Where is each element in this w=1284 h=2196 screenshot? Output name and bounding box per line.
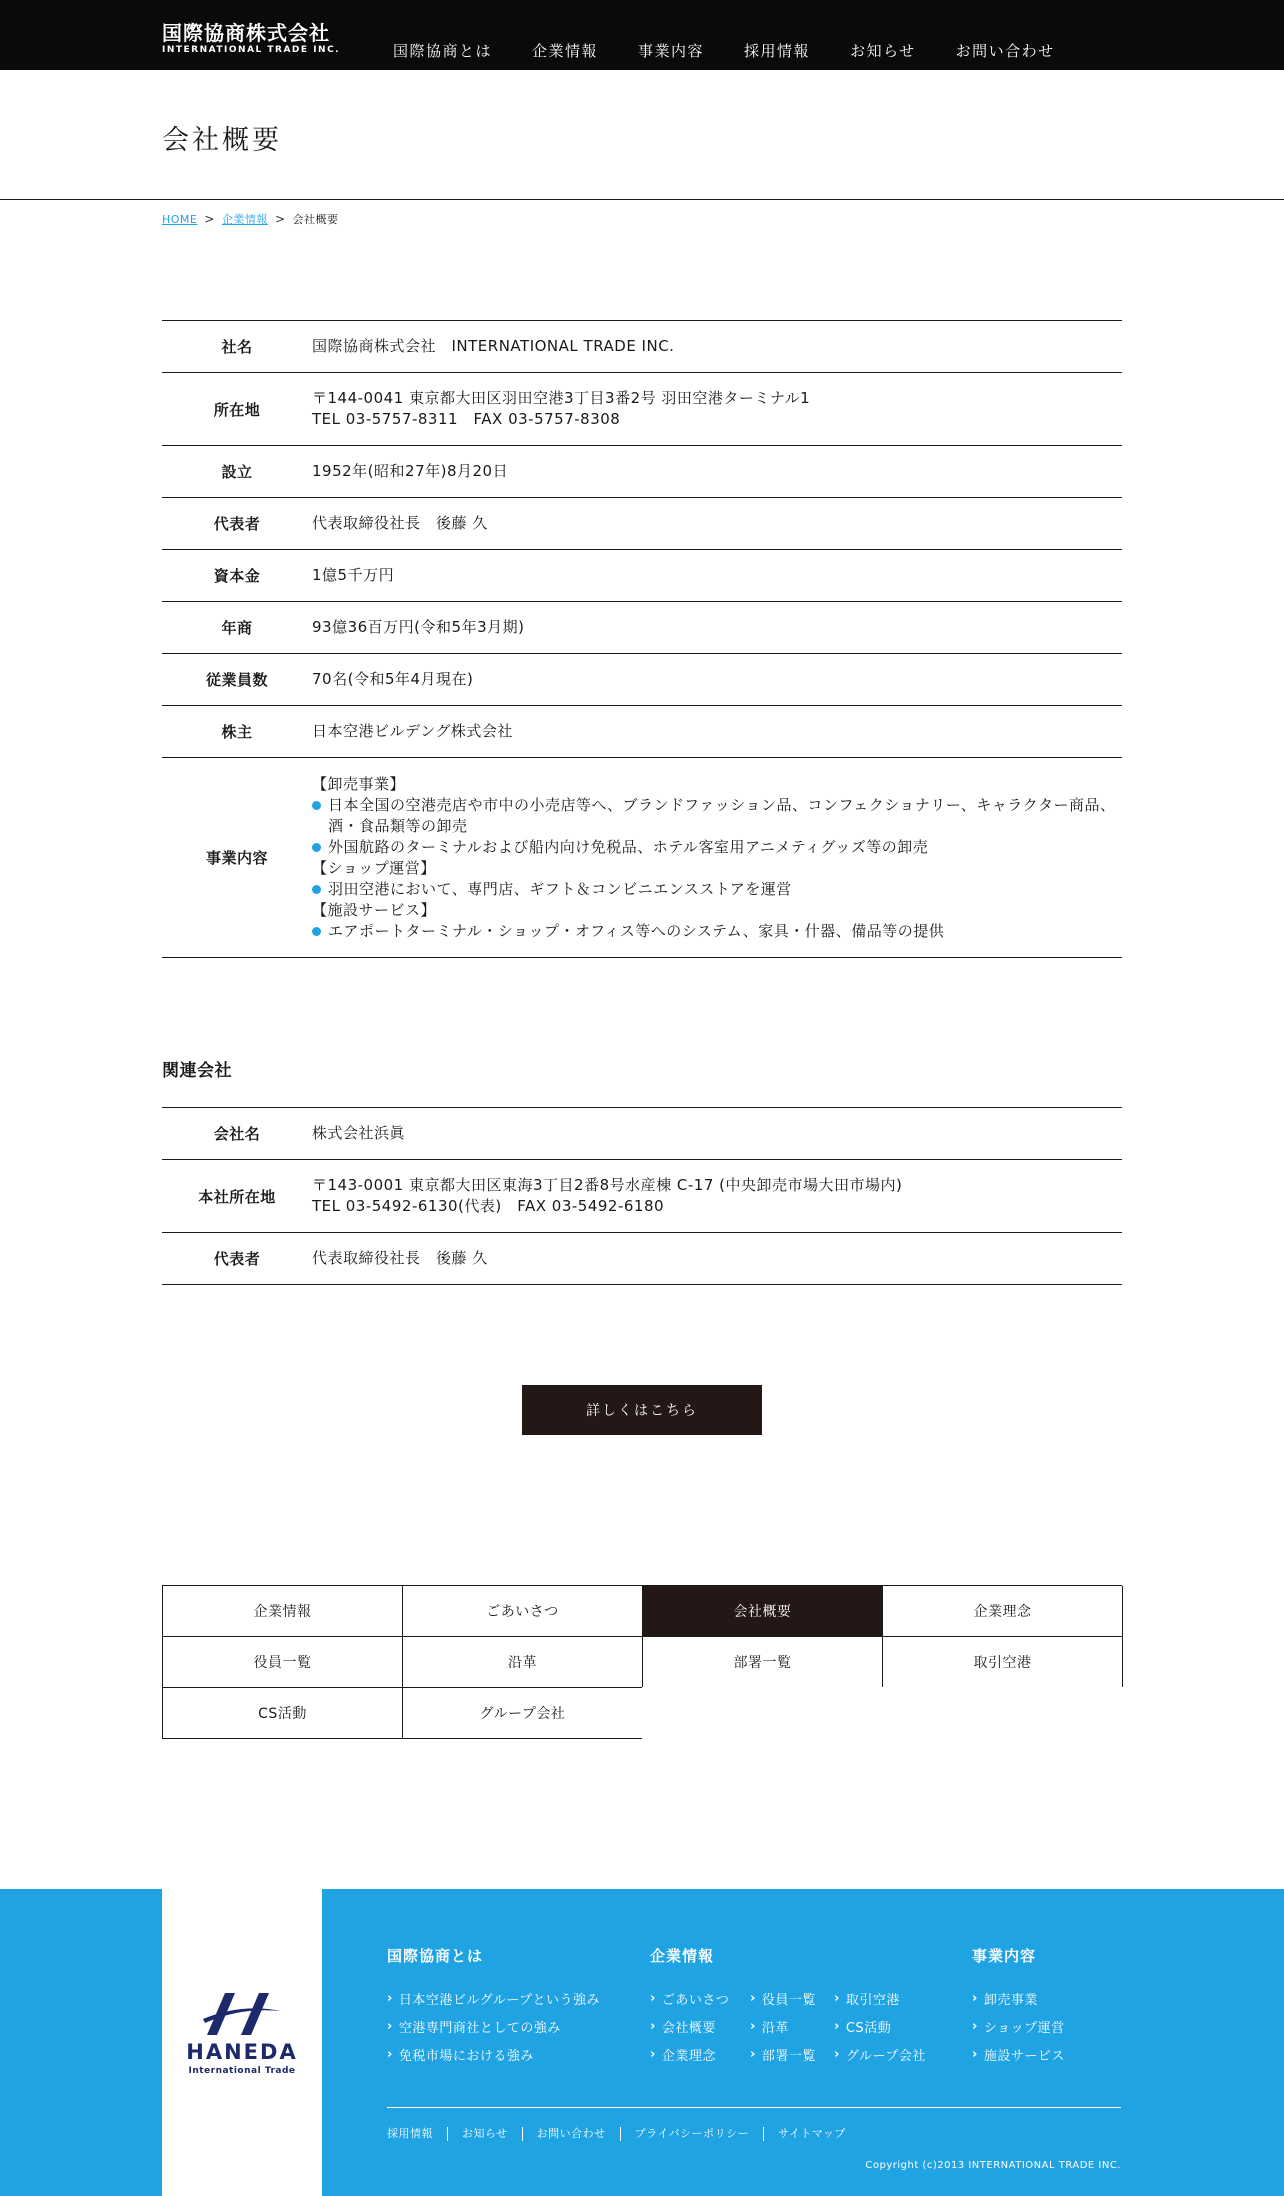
row-value: 代表取締役社長 後藤 久 xyxy=(312,1249,488,1267)
chevron-right-icon: › xyxy=(650,2046,656,2062)
chevron-right-icon: › xyxy=(834,2018,840,2034)
footer-logo[interactable] xyxy=(162,1889,322,2196)
row-label: 代表者 xyxy=(162,498,312,550)
breadcrumb-home[interactable]: HOME xyxy=(162,212,198,226)
chevron-right-icon: › xyxy=(650,1990,656,2006)
chevron-right-icon: › xyxy=(750,2018,756,2034)
bullet-icon xyxy=(312,801,321,810)
row-label: 会社名 xyxy=(162,1108,312,1160)
footer-divider xyxy=(387,2107,1121,2108)
subnav-item[interactable]: グループ会社 xyxy=(403,1688,643,1739)
chevron-right-icon: › xyxy=(972,1990,978,2006)
subnav-item[interactable]: 企業情報 xyxy=(163,1586,403,1637)
site-logo[interactable] xyxy=(162,21,340,55)
row-label: 本社所在地 xyxy=(162,1160,312,1233)
page-title: 会社概要 xyxy=(162,125,282,156)
business-item-text: 羽田空港において、専門店、ギフト＆コンビニエンスストアを運営 xyxy=(328,879,792,898)
nav-about[interactable]: 国際協商とは xyxy=(393,42,493,60)
row-value: TEL 03-5492-6130(代表) FAX 03-5492-6180 xyxy=(312,1197,665,1215)
chevron-right-icon: › xyxy=(650,2018,656,2034)
footer-col-business xyxy=(972,1945,1065,2068)
logo-en: INTERNATIONAL TRADE INC. xyxy=(162,45,341,55)
haneda-logo-icon xyxy=(201,1989,283,2037)
business-item xyxy=(312,795,1122,837)
table-row xyxy=(162,498,1122,550)
row-label: 設立 xyxy=(162,446,312,498)
chevron-right-icon: › xyxy=(387,1990,393,2006)
footer-col-about xyxy=(387,1945,600,2068)
nav-news[interactable]: お知らせ xyxy=(850,42,916,60)
global-nav xyxy=(393,40,1095,61)
business-heading: 【卸売事業】 xyxy=(312,774,406,793)
chevron-right-icon: › xyxy=(972,2046,978,2062)
site-header xyxy=(0,0,1284,70)
table-row xyxy=(162,321,1122,373)
footer-link[interactable]: › ショップ運営 xyxy=(972,2018,1065,2036)
row-value: 〒144-0041 東京都大田区羽田空港3丁目3番2号 羽田空港ターミナル1 xyxy=(312,389,811,407)
footer-bottom-link[interactable]: 採用情報 xyxy=(387,2127,433,2140)
chevron-right-icon: › xyxy=(387,2046,393,2062)
footer-logo-text: HANEDA xyxy=(186,2040,298,2064)
row-value: 株式会社浜眞 xyxy=(312,1124,406,1142)
bullet-icon xyxy=(312,927,321,936)
row-label: 代表者 xyxy=(162,1233,312,1285)
page-title-area xyxy=(0,70,1284,200)
business-item xyxy=(312,921,1122,942)
business-item xyxy=(312,879,1122,900)
footer-link[interactable]: › 役員一覧 xyxy=(750,1990,816,2008)
business-item-text: 日本全国の空港売店や市中の小売店等へ、ブランドファッション品、コンフェクショナリー、キャラクター商品、酒・食品類等の卸売 xyxy=(328,795,1116,835)
breadcrumb-current: 会社概要 xyxy=(292,213,339,226)
more-details-button[interactable]: 詳しくはこちら xyxy=(522,1385,762,1435)
row-label: 社名 xyxy=(162,321,312,373)
footer-link[interactable]: › CS活動 xyxy=(834,2018,892,2036)
table-row xyxy=(162,1108,1122,1160)
breadcrumb-separator: > xyxy=(274,212,286,226)
business-item xyxy=(312,837,1122,858)
related-company-table xyxy=(162,1107,1122,1285)
footer-link[interactable]: › 取引空港 xyxy=(834,1990,900,2008)
chevron-right-icon: › xyxy=(972,2018,978,2034)
row-value: 〒143-0001 東京都大田区東海3丁目2番8号水産棟 C-17 (中央卸売市場大田市場内) xyxy=(312,1176,903,1194)
footer-col-title[interactable]: 国際協商とは xyxy=(387,1947,484,1965)
footer-link[interactable]: › 施設サービス xyxy=(972,2046,1065,2064)
row-label: 所在地 xyxy=(162,373,312,446)
row-label: 株主 xyxy=(162,706,312,758)
subnav-item[interactable]: 企業理念 xyxy=(883,1586,1123,1637)
chevron-right-icon: › xyxy=(750,1990,756,2006)
footer-col-company xyxy=(650,1945,934,2068)
table-row xyxy=(162,550,1122,602)
breadcrumb-separator: > xyxy=(204,212,215,226)
row-value: 70名(令和5年4月現在) xyxy=(312,670,474,688)
row-label: 事業内容 xyxy=(162,758,312,958)
footer-col-title[interactable]: 事業内容 xyxy=(972,1947,1037,1965)
row-label: 資本金 xyxy=(162,550,312,602)
subnav-empty-area xyxy=(642,1687,1123,1739)
subnav-item[interactable]: 沿革 xyxy=(403,1637,643,1688)
row-value: 1952年(昭和27年)8月20日 xyxy=(312,462,509,480)
business-heading: 【施設サービス】 xyxy=(312,900,437,919)
chevron-right-icon: › xyxy=(387,2018,393,2034)
nav-contact[interactable]: お問い合わせ xyxy=(955,42,1055,60)
footer-link[interactable]: › グループ会社 xyxy=(834,2046,926,2064)
row-label: 従業員数 xyxy=(162,654,312,706)
company-info-table xyxy=(162,320,1122,958)
footer-col-title[interactable]: 企業情報 xyxy=(650,1947,715,1965)
bullet-icon xyxy=(312,843,321,852)
footer-link[interactable]: › 部署一覧 xyxy=(750,2046,816,2064)
business-heading: 【ショップ運営】 xyxy=(312,858,436,877)
footer-link[interactable]: › ごあいさつ xyxy=(650,1990,730,2008)
row-value: TEL 03-5757-8311 FAX 03-5757-8308 xyxy=(312,410,621,428)
breadcrumb xyxy=(162,200,1122,230)
subnav-item[interactable]: 部署一覧 xyxy=(643,1637,883,1688)
table-row xyxy=(162,1233,1122,1285)
breadcrumb-parent[interactable]: 企業情報 xyxy=(221,213,268,226)
table-row xyxy=(162,1160,1122,1233)
footer-link[interactable]: › 会社概要 xyxy=(650,2018,716,2036)
logo-ja: 国際協商株式会社 xyxy=(162,21,330,45)
table-row xyxy=(162,654,1122,706)
nav-recruit[interactable]: 採用情報 xyxy=(744,42,811,60)
footer-logo-sub: International Trade xyxy=(188,2066,296,2076)
footer-link[interactable]: › 卸売事業 xyxy=(972,1990,1038,2008)
subnav-item[interactable]: CS活動 xyxy=(163,1688,403,1739)
table-row xyxy=(162,706,1122,758)
subnav-item-active[interactable]: 会社概要 xyxy=(643,1586,883,1637)
footer-link[interactable]: › 日本空港ビルグループという強み xyxy=(387,1990,601,2008)
row-label: 年商 xyxy=(162,602,312,654)
subnav-item[interactable]: ごあいさつ xyxy=(403,1586,643,1637)
copyright: Copyright (c)2013 INTERNATIONAL TRADE INC. xyxy=(865,2160,1121,2171)
footer-bottom-link[interactable]: お知らせ xyxy=(447,2127,522,2141)
row-value: 国際協商株式会社 INTERNATIONAL TRADE INC. xyxy=(312,337,675,355)
chevron-right-icon: › xyxy=(834,2046,840,2062)
table-row xyxy=(162,602,1122,654)
footer-bottom-link[interactable]: プライバシーポリシー xyxy=(620,2127,763,2141)
footer-link[interactable]: › 企業理念 xyxy=(650,2046,716,2064)
footer-link[interactable]: › 免税市場における強み xyxy=(387,2046,534,2064)
footer-link[interactable]: › 沿革 xyxy=(750,2018,789,2036)
table-row xyxy=(162,758,1122,958)
nav-business[interactable]: 事業内容 xyxy=(638,42,705,60)
bullet-icon xyxy=(312,885,321,894)
footer-bottom-links xyxy=(387,2127,860,2141)
table-row xyxy=(162,373,1122,446)
business-item-text: エアポートターミナル・ショップ・オフィス等へのシステム、家具・什器、備品等の提供 xyxy=(328,921,945,940)
row-value: 93億36百万円(令和5年3月期) xyxy=(312,618,525,636)
subnav-item[interactable]: 取引空港 xyxy=(883,1637,1123,1688)
row-value: 1億5千万円 xyxy=(312,566,395,584)
chevron-right-icon: › xyxy=(834,1990,840,2006)
table-row xyxy=(162,446,1122,498)
business-item-text: 外国航路のターミナルおよび船内向け免税品、ホテル客室用アニメティグッズ等の卸売 xyxy=(328,837,929,856)
related-section-title: 関連会社 xyxy=(162,1061,232,1081)
chevron-right-icon: › xyxy=(750,2046,756,2062)
row-value: 日本空港ビルデング株式会社 xyxy=(312,722,513,740)
row-value: 代表取締役社長 後藤 久 xyxy=(312,514,488,532)
footer-bottom-link[interactable]: お問い合わせ xyxy=(522,2127,620,2141)
footer-link[interactable]: › 空港専門商社としての強み xyxy=(387,2018,561,2036)
subnav-item[interactable]: 役員一覧 xyxy=(163,1637,403,1688)
nav-company[interactable]: 企業情報 xyxy=(532,42,599,60)
footer-bottom-link[interactable]: サイトマップ xyxy=(763,2127,860,2141)
site-footer xyxy=(0,1889,1284,2196)
